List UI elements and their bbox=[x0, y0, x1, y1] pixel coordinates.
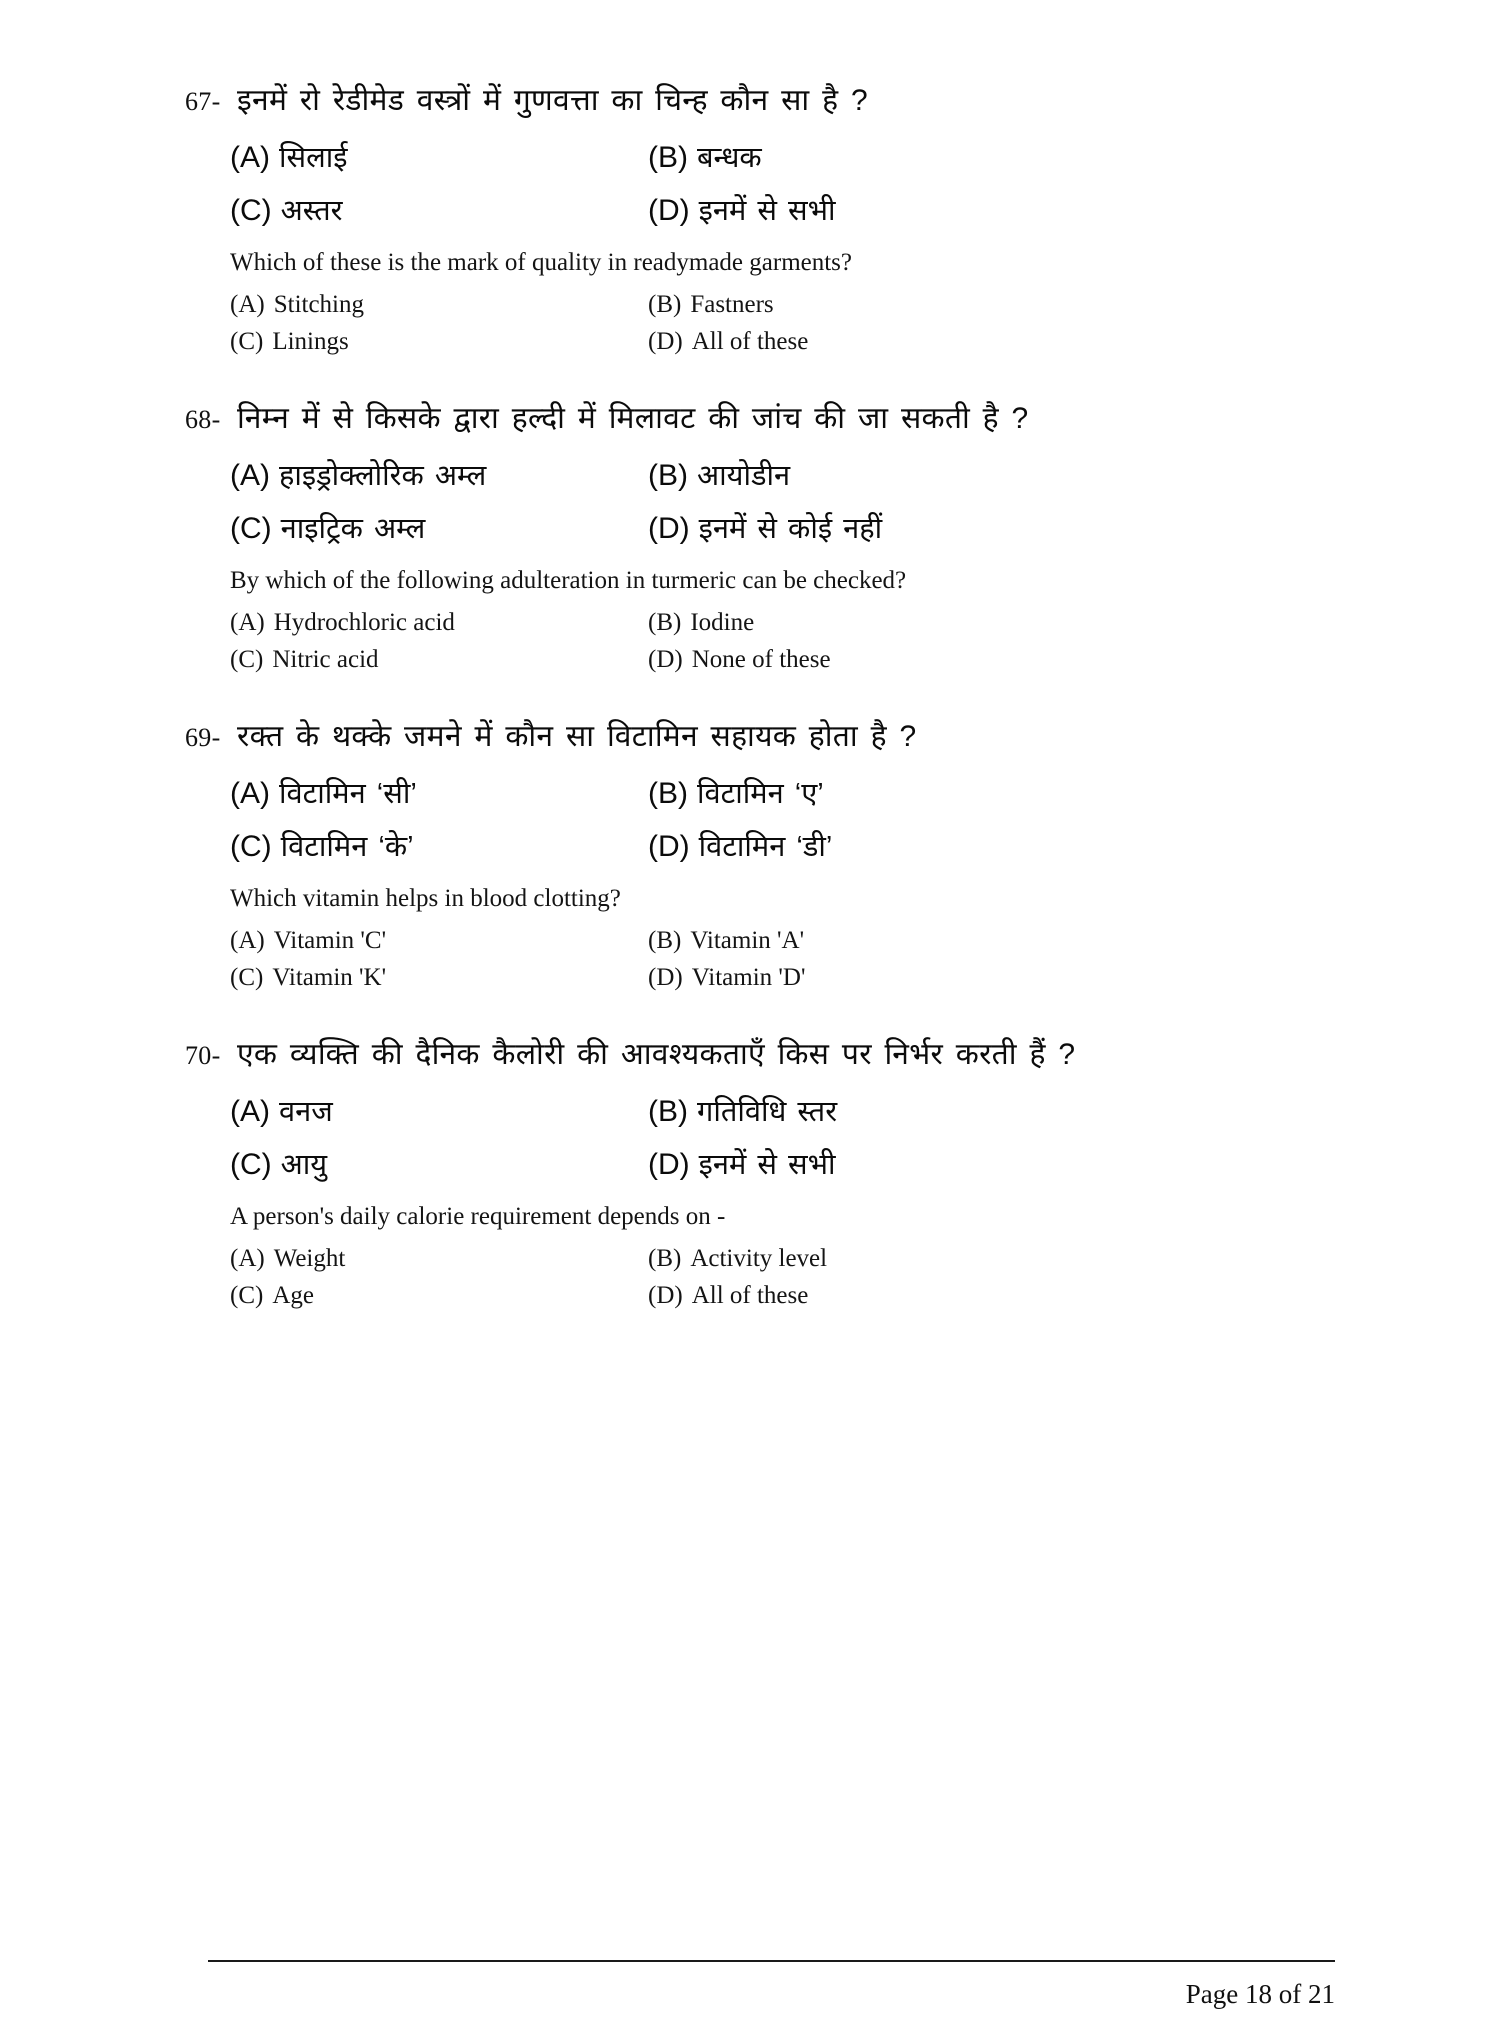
option-label: Linings bbox=[272, 328, 349, 355]
option-label: Nitric acid bbox=[272, 646, 379, 673]
english-options-group bbox=[185, 609, 1285, 674]
option-label: Activity level bbox=[690, 1245, 828, 1272]
english-options-group bbox=[185, 291, 1285, 356]
option-tag: (A) bbox=[230, 459, 270, 492]
option-tag: (C) bbox=[230, 512, 272, 545]
option-b-en[interactable] bbox=[640, 1245, 1285, 1273]
option-tag: (C) bbox=[230, 194, 272, 227]
option-label: हाइड्रोक्लोरिक अम्ल bbox=[279, 460, 487, 492]
option-label: बन्धक bbox=[697, 142, 762, 174]
option-c-en[interactable] bbox=[185, 646, 640, 674]
option-tag: (A) bbox=[230, 777, 270, 810]
question-english-text: Which vitamin helps in blood clotting? bbox=[230, 885, 621, 912]
option-label: इनमें से सभी bbox=[698, 195, 836, 227]
question-hindi-text: निम्न में से किसके द्वारा हल्दी में मिलावट की जांच की जा सकती है ? bbox=[237, 402, 1029, 435]
option-row bbox=[185, 964, 1285, 992]
option-tag: (D) bbox=[648, 1148, 690, 1181]
option-row bbox=[185, 291, 1285, 319]
option-a[interactable] bbox=[185, 1091, 640, 1130]
option-label: विटामिन ‘ए’ bbox=[697, 778, 824, 810]
option-tag: (D) bbox=[648, 830, 690, 863]
option-tag: (A) bbox=[230, 1245, 265, 1272]
option-label: विटामिन ‘सी’ bbox=[279, 778, 417, 810]
option-d-en[interactable] bbox=[640, 646, 1285, 674]
option-c[interactable] bbox=[185, 190, 640, 229]
option-label: विटामिन ‘के’ bbox=[280, 831, 414, 863]
option-a[interactable] bbox=[185, 773, 640, 812]
option-tag: (B) bbox=[648, 1095, 688, 1128]
option-label: विटामिन ‘डी’ bbox=[698, 831, 833, 863]
option-tag: (A) bbox=[230, 291, 265, 318]
question-block-67 bbox=[185, 78, 1285, 356]
option-row bbox=[185, 1144, 1285, 1183]
option-b[interactable] bbox=[640, 773, 1285, 812]
option-tag: (B) bbox=[648, 459, 688, 492]
question-number: 68- bbox=[185, 405, 221, 434]
option-a[interactable] bbox=[185, 137, 640, 176]
option-label: Fastners bbox=[690, 291, 774, 318]
hindi-options-group bbox=[185, 455, 1285, 547]
option-row bbox=[185, 508, 1285, 547]
option-tag: (A) bbox=[230, 1095, 270, 1128]
option-tag: (B) bbox=[648, 777, 688, 810]
option-a-en[interactable] bbox=[185, 927, 640, 955]
question-block-68 bbox=[185, 396, 1285, 674]
option-d[interactable] bbox=[640, 190, 1285, 229]
option-tag: (D) bbox=[648, 964, 683, 991]
option-tag: (B) bbox=[648, 609, 682, 636]
option-label: Hydrochloric acid bbox=[273, 609, 455, 636]
option-label: इनमें से कोई नहीं bbox=[698, 513, 883, 545]
question-hindi-line bbox=[185, 714, 1285, 755]
option-tag: (B) bbox=[648, 1245, 682, 1272]
question-number: 70- bbox=[185, 1041, 221, 1070]
question-hindi-text: इनमें रो रेडीमेड वस्त्रों में गुणवत्ता का चिन्ह कौन सा है ? bbox=[237, 84, 868, 117]
option-tag: (B) bbox=[648, 927, 682, 954]
option-c-en[interactable] bbox=[185, 1282, 640, 1310]
option-tag: (D) bbox=[648, 646, 683, 673]
option-label: Iodine bbox=[690, 609, 755, 636]
option-d-en[interactable] bbox=[640, 964, 1285, 992]
option-tag: (D) bbox=[648, 512, 690, 545]
option-row bbox=[185, 609, 1285, 637]
option-c-en[interactable] bbox=[185, 328, 640, 356]
option-tag: (C) bbox=[230, 830, 272, 863]
option-row bbox=[185, 773, 1285, 812]
option-label: All of these bbox=[691, 1282, 809, 1309]
question-hindi-text: रक्त के थक्के जमने में कौन सा विटामिन सहायक होता है ? bbox=[237, 720, 917, 753]
option-label: वनज bbox=[279, 1096, 333, 1128]
option-label: Weight bbox=[273, 1245, 346, 1272]
option-label: अस्तर bbox=[280, 195, 343, 227]
option-tag: (C) bbox=[230, 1148, 272, 1181]
option-tag: (C) bbox=[230, 964, 264, 991]
option-tag: (A) bbox=[230, 609, 265, 636]
questions-container bbox=[185, 78, 1285, 1350]
option-d[interactable] bbox=[640, 508, 1285, 547]
option-label: Vitamin 'K' bbox=[272, 964, 387, 991]
question-block-70 bbox=[185, 1032, 1285, 1310]
option-d-en[interactable] bbox=[640, 328, 1285, 356]
hindi-options-group bbox=[185, 773, 1285, 865]
option-c[interactable] bbox=[185, 508, 640, 547]
question-number: 67- bbox=[185, 87, 221, 116]
option-tag: (B) bbox=[648, 141, 688, 174]
option-label: All of these bbox=[691, 328, 809, 355]
option-row bbox=[185, 646, 1285, 674]
option-row bbox=[185, 1091, 1285, 1130]
option-a-en[interactable] bbox=[185, 1245, 640, 1273]
option-label: आयु bbox=[280, 1149, 328, 1181]
option-row bbox=[185, 137, 1285, 176]
hindi-options-group bbox=[185, 1091, 1285, 1183]
option-label: Vitamin 'C' bbox=[273, 927, 387, 954]
option-d-en[interactable] bbox=[640, 1282, 1285, 1310]
english-options-group bbox=[185, 927, 1285, 992]
option-tag: (A) bbox=[230, 141, 270, 174]
option-row bbox=[185, 455, 1285, 494]
option-a-en[interactable] bbox=[185, 291, 640, 319]
option-tag: (B) bbox=[648, 291, 682, 318]
question-hindi-line bbox=[185, 396, 1285, 437]
option-label: None of these bbox=[691, 646, 831, 673]
english-options-group bbox=[185, 1245, 1285, 1310]
question-hindi-line bbox=[185, 78, 1285, 119]
option-label: नाइट्रिक अम्ल bbox=[280, 513, 426, 545]
option-tag: (D) bbox=[648, 1282, 683, 1309]
option-label: इनमें से सभी bbox=[698, 1149, 836, 1181]
option-row bbox=[185, 1245, 1285, 1273]
option-b[interactable] bbox=[640, 455, 1285, 494]
option-tag: (D) bbox=[648, 194, 690, 227]
option-d[interactable] bbox=[640, 1144, 1285, 1183]
option-a-en[interactable] bbox=[185, 609, 640, 637]
question-english-text: A person's daily calorie requirement depends on - bbox=[230, 1203, 726, 1230]
option-label: सिलाई bbox=[279, 142, 348, 174]
option-label: Vitamin 'D' bbox=[691, 964, 806, 991]
option-tag: (A) bbox=[230, 927, 265, 954]
option-tag: (D) bbox=[648, 328, 683, 355]
option-label: Stitching bbox=[273, 291, 365, 318]
option-label: Age bbox=[272, 1282, 314, 1309]
page-number-label: Page 18 of 21 bbox=[1185, 1979, 1335, 2009]
question-hindi-text: एक व्यक्ति की दैनिक कैलोरी की आवश्यकताएँ किस पर निर्भर करती हैं ? bbox=[237, 1038, 1076, 1071]
option-label: गतिविधि स्तर bbox=[697, 1096, 838, 1128]
option-b[interactable] bbox=[640, 137, 1285, 176]
option-c[interactable] bbox=[185, 826, 640, 865]
question-block-69 bbox=[185, 714, 1285, 992]
option-label: Vitamin 'A' bbox=[690, 927, 805, 954]
option-row bbox=[185, 190, 1285, 229]
question-hindi-line bbox=[185, 1032, 1285, 1073]
hindi-options-group bbox=[185, 137, 1285, 229]
option-c[interactable] bbox=[185, 1144, 640, 1183]
footer-divider bbox=[208, 1960, 1335, 1962]
option-b-en[interactable] bbox=[640, 609, 1285, 637]
option-tag: (C) bbox=[230, 328, 264, 355]
option-row bbox=[185, 826, 1285, 865]
option-row bbox=[185, 927, 1285, 955]
question-english-text: Which of these is the mark of quality in readymade garments? bbox=[230, 249, 853, 276]
option-row bbox=[185, 328, 1285, 356]
option-label: आयोडीन bbox=[697, 460, 791, 492]
question-english-text: By which of the following adulteration in turmeric can be checked? bbox=[230, 567, 907, 594]
option-a[interactable] bbox=[185, 455, 640, 494]
option-b-en[interactable] bbox=[640, 291, 1285, 319]
option-d[interactable] bbox=[640, 826, 1285, 865]
option-b[interactable] bbox=[640, 1091, 1285, 1130]
option-c-en[interactable] bbox=[185, 964, 640, 992]
option-b-en[interactable] bbox=[640, 927, 1285, 955]
option-row bbox=[185, 1282, 1285, 1310]
question-number: 69- bbox=[185, 723, 221, 752]
option-tag: (C) bbox=[230, 646, 264, 673]
option-tag: (C) bbox=[230, 1282, 264, 1309]
